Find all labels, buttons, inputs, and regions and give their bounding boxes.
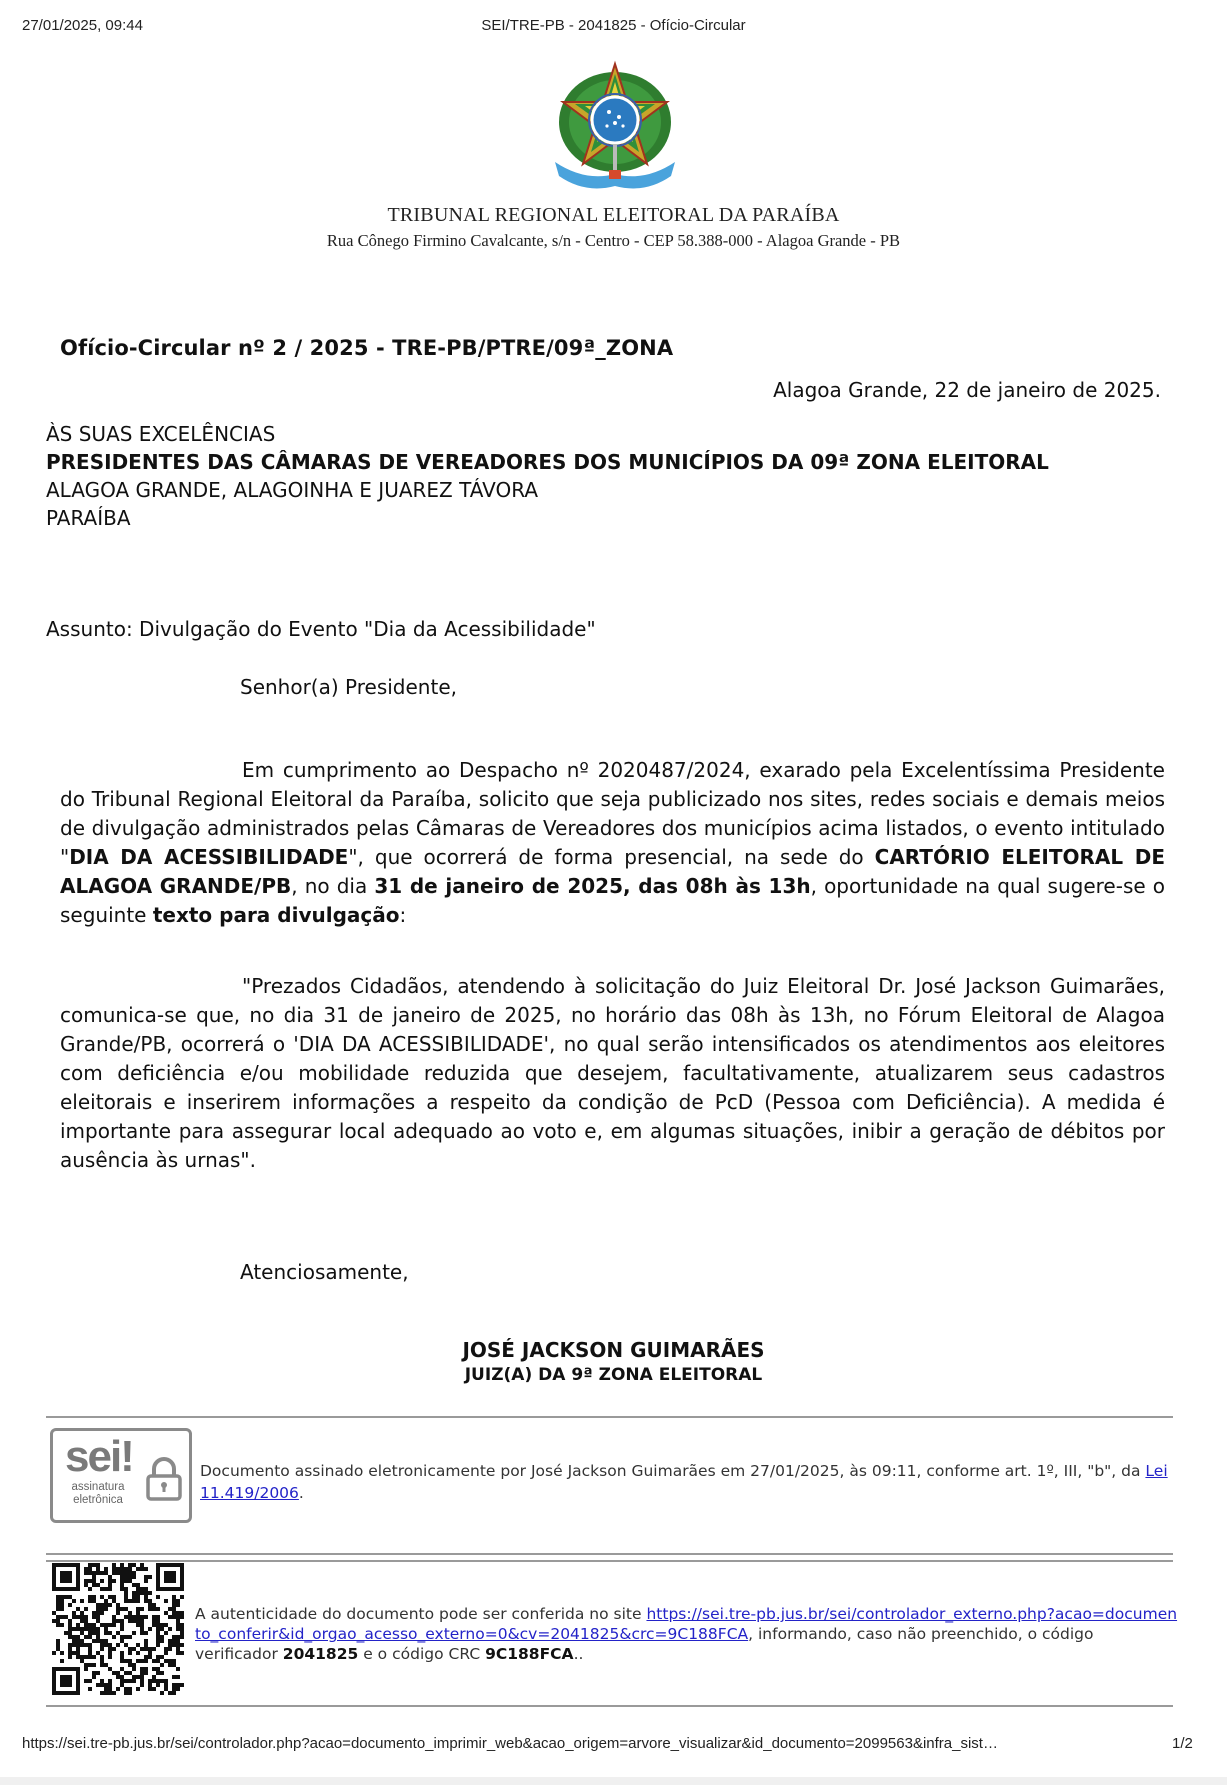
divider	[46, 1553, 1173, 1555]
page-edge	[0, 1777, 1227, 1785]
closing: Atenciosamente,	[240, 1260, 409, 1284]
signature-text: .	[298, 1484, 304, 1502]
authenticity-statement	[195, 1604, 1180, 1664]
paragraph-text: :	[399, 903, 407, 927]
signature-text: Documento assinado eletronicamente por José Jackson Guimarães em 27/01/2025, às 09:11, conforme art. 1º, III, "b", da	[200, 1462, 1146, 1480]
body-paragraph-1	[60, 756, 1165, 930]
paragraph-text: ", que ocorrerá de forma presencial, na sede do	[348, 845, 875, 869]
authenticity-text: A autenticidade do documento pode ser conferida no site	[195, 1605, 647, 1623]
signer-name: JOSÉ JACKSON GUIMARÃES	[462, 1338, 765, 1362]
addressee-state: PARAÍBA	[46, 506, 131, 530]
verification-url-link[interactable]: https://sei.tre-pb.jus.br/sei/controlador_externo.php?acao=documento_conferir&id_orgao_acesso_externo=0&cv=2041825&crc=9C188FCA	[195, 1605, 1178, 1643]
verifier-code: 2041825	[282, 1645, 359, 1663]
organization-address: Rua Cônego Firmino Cavalcante, s/n - Centro - CEP 58.388-000 - Alagoa Grande - PB	[326, 231, 901, 250]
qr-code-icon	[52, 1563, 184, 1695]
signature-statement	[200, 1460, 1175, 1504]
place-date: Alagoa Grande, 22 de janeiro de 2025.	[773, 378, 1161, 402]
badge-caption-line: eletrônica	[73, 1494, 123, 1506]
addressee-line: ÀS SUAS EXCELÊNCIAS	[46, 422, 276, 446]
brazil-coat-of-arms-icon	[545, 60, 685, 195]
divider	[46, 1416, 1173, 1418]
badge-caption	[63, 1481, 133, 1507]
paragraph-text: , oportunidade na qual sugere-se o seguinte	[60, 874, 1166, 927]
paragraph-text: , no dia	[291, 874, 375, 898]
divider	[46, 1705, 1173, 1707]
event-name: DIA DA ACESSIBILIDADE	[69, 845, 349, 869]
addressee-municipalities: ALAGOA GRANDE, ALAGOINHA E JUAREZ TÁVORA	[46, 478, 539, 502]
paragraph-text: Em cumprimento ao Despacho nº 2020487/2024, exarado pela Excelentíssima Presidente do Tribunal Regional Eleitoral da Paraíba, solicito que seja publicizado nos sites, redes sociais e demais meios de divulgação administrados pelas Câmaras de Vereadores dos municípios acima listados, o evento intitulado "	[60, 758, 1165, 869]
authenticity-text: ..	[573, 1645, 584, 1663]
organization-name: TRIBUNAL REGIONAL ELEITORAL DA PARAÍBA	[387, 204, 840, 226]
signer-role: JUIZ(A) DA 9ª ZONA ELEITORAL	[464, 1365, 763, 1385]
print-page-title: SEI/TRE-PB - 2041825 - Ofício-Circular	[481, 17, 746, 34]
suggested-announcement-text: "Prezados Cidadãos, atendendo à solicitação do Juiz Eleitoral Dr. José Jackson Guimarães, comunica-se que, no dia 31 de janeiro de 2025, no horário das 08h às 13h, no Fórum Eleitoral de Alagoa Grande/PB, ocorrerá o 'DIA DA ACESSIBILIDADE', no qual serão intensificados os atendimentos aos eleitores com deficiência e/ou mobilidade reduzida que desejem, facultativamente, atualizarem seus cadastros eleitorais e inserirem informações a respeito da condição de PcD (Pessoa com Deficiência). A medida é importante para assegurar local adequado ao voto e, em algumas situações, inibir a geração de débitos por ausência às urnas".	[60, 974, 1165, 1172]
addressee-recipients: PRESIDENTES DAS CÂMARAS DE VEREADORES DOS MUNICÍPIOS DA 09ª ZONA ELEITORAL	[46, 450, 1049, 474]
addressee-block	[46, 420, 1176, 532]
authenticity-text: , informando, caso não preenchido, o código verificador	[195, 1625, 1094, 1663]
print-url: https://sei.tre-pb.jus.br/sei/controlador.php?acao=documento_imprimir_web&acao_origem=arvore_visualizar&id_documento=2099563&infra_sist…	[22, 1735, 998, 1752]
event-location: CARTÓRIO ELEITORAL DE ALAGOA GRANDE/PB	[60, 845, 1165, 898]
crc-code: 9C188FCA	[485, 1645, 574, 1663]
print-page-number: 1/2	[1172, 1735, 1193, 1752]
sei-electronic-signature-badge	[50, 1428, 192, 1523]
body-paragraph-2	[60, 972, 1165, 1175]
law-link[interactable]: Lei 11.419/2006	[200, 1462, 1168, 1502]
badge-caption-line: assinatura	[71, 1481, 125, 1493]
lock-icon	[145, 1457, 183, 1501]
event-datetime: 31 de janeiro de 2025, das 08h às 13h	[374, 874, 811, 898]
suggested-text-label: texto para divulgação	[152, 903, 400, 927]
print-datetime: 27/01/2025, 09:44	[22, 17, 143, 34]
sei-logo: sei!	[65, 1432, 133, 1481]
document-title: Ofício-Circular nº 2 / 2025 - TRE-PB/PTRE/09ª_ZONA	[60, 336, 674, 360]
authenticity-text: e o código CRC	[358, 1645, 486, 1663]
divider	[46, 1560, 1173, 1562]
salutation: Senhor(a) Presidente,	[240, 675, 457, 699]
subject-line: Assunto: Divulgação do Evento "Dia da Acessibilidade"	[46, 617, 596, 641]
